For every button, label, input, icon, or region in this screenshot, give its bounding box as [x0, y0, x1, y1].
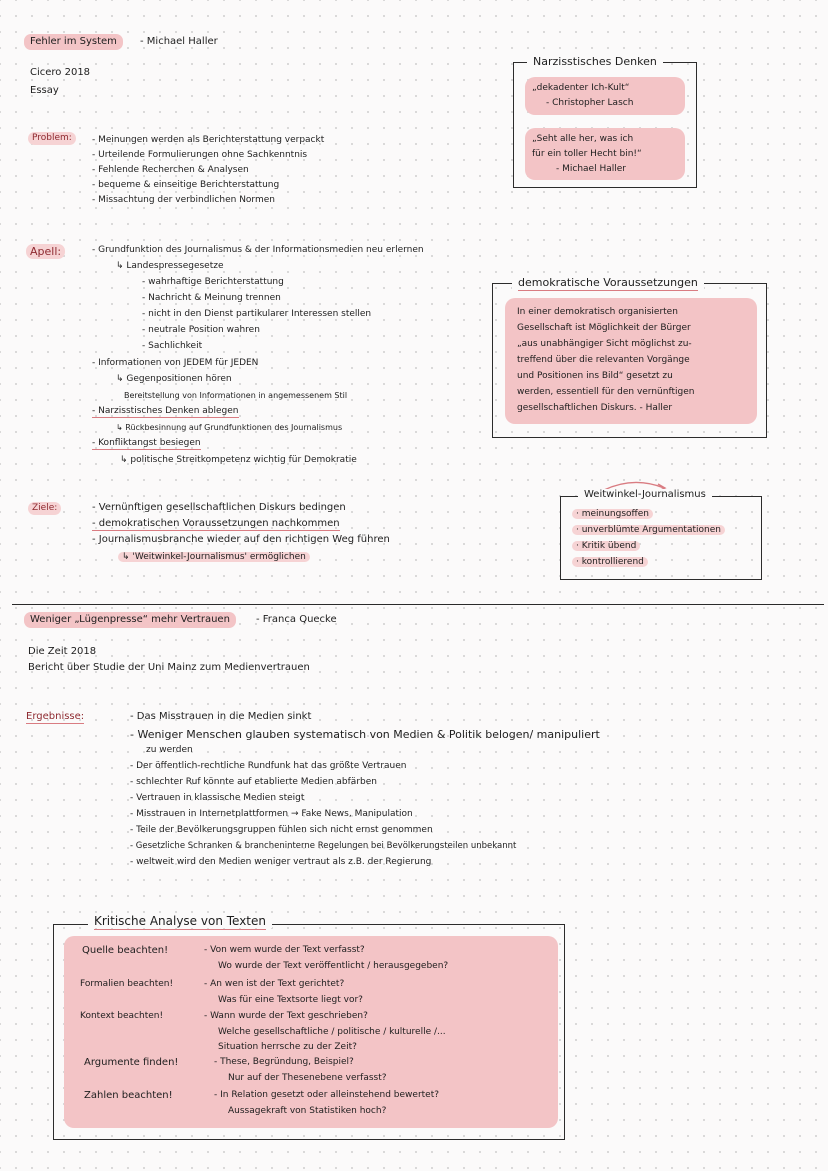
problem-item: - Fehlende Recherchen & Analysen: [92, 165, 249, 175]
analyse-label: Argumente finden!: [84, 1057, 179, 1068]
weitwinkel-item: [572, 540, 640, 553]
narzissmus-box-title: Narzisstisches Denken: [527, 55, 663, 68]
ergebnis-item: - Vertrauen in klassische Medien steigt: [130, 793, 305, 803]
demokratie-line: und Positionen ins Bild“ gesetzt zu: [517, 371, 673, 381]
quote2-author: - Michael Haller: [556, 164, 626, 174]
ergebnis-item: - Gesetzliche Schranken & brancheninterne Regelungen bei Bevölkerungsteilen unbekannt: [130, 841, 517, 851]
ergebnisse-label: [26, 710, 84, 724]
ergebnis-item: - Der öffentlich-rechtliche Rundfunk hat das größte Vertrauen: [130, 761, 407, 771]
weitwinkel-item-text: · meinungsoffen: [572, 509, 653, 519]
weitwinkel-item-text: · unverblümte Argumentationen: [572, 525, 725, 535]
apell-label: Apell:: [26, 244, 65, 259]
problem-item: - bequeme & einseitige Berichterstattung: [92, 180, 280, 190]
article1-type: Essay: [30, 85, 59, 96]
problem-label: Problem:: [28, 132, 76, 145]
apell-point: - wahrhaftige Berichterstattung: [142, 277, 284, 287]
analyse-line: - These, Begründung, Beispiel?: [214, 1057, 354, 1067]
apell-konf-text: - Konfliktangst besiegen: [92, 438, 201, 448]
ergebnis-item: - Misstrauen in Internetplattformen → Fake News, Manipulation: [130, 809, 413, 819]
ziele-item: [92, 517, 340, 531]
ziele-label: Ziele:: [28, 502, 61, 515]
apell-info-sub: Bereitstellung von Informationen in angemessenem Stil: [124, 391, 348, 400]
analyse-line: Aussagekraft von Statistiken hoch?: [228, 1106, 387, 1116]
weitwinkel-item-text: · kontrollierend: [572, 557, 648, 567]
quote1-author: - Christopher Lasch: [546, 98, 634, 108]
ergebnis-item: - Weniger Menschen glauben systematisch von Medien & Politik belogen/ manipuliert: [130, 728, 600, 741]
article2-source: Die Zeit 2018: [28, 646, 97, 657]
ergebnis-item: - weltweit wird den Medien weniger vertraut als z.B. der Regierung: [130, 857, 432, 867]
article1-title: Fehler im System: [24, 34, 123, 50]
weitwinkel-item-text: · Kritik übend: [572, 541, 640, 551]
ergebnisse-label-text: Ergebnisse:: [26, 711, 85, 722]
problem-item: - Meinungen werden als Berichterstattung verpackt: [92, 135, 325, 145]
apell-main: - Grundfunktion des Journalismus & der Informationsmedien neu erlernen: [92, 245, 424, 255]
ergebnis-item: - schlechter Ruf könnte auf etablierte Medien abfärben: [130, 777, 377, 787]
ziele-sub: [118, 551, 310, 564]
demokratie-line: gesellschaftlichen Diskurs. - Haller: [517, 403, 673, 413]
apell-konf: [92, 437, 201, 450]
analyse-box-title: [88, 914, 272, 928]
quote1: „dekadenter Ich-Kult“: [532, 83, 630, 93]
demokratie-line: Gesellschaft ist Möglichkeit der Bürger: [517, 323, 691, 333]
apell-info: - Informationen von JEDEM für JEDEN: [92, 358, 259, 368]
quote2-line: für ein toller Hecht bin!“: [532, 149, 642, 159]
analyse-label: Formalien beachten!: [80, 979, 174, 989]
demokratie-line: „aus unabhängiger Sicht möglichst zu-: [517, 339, 692, 349]
demokratie-box-title: [512, 276, 704, 289]
weitwinkel-item: [572, 556, 648, 569]
analyse-line: - An wen ist der Text gerichtet?: [204, 979, 345, 989]
analyse-label: Zahlen beachten!: [84, 1090, 173, 1101]
ziele-item: - Journalismusbranche wieder auf den richtigen Weg führen: [92, 534, 390, 545]
apell-narz: [92, 405, 239, 418]
apell-point: - Sachlichkeit: [142, 341, 203, 351]
analyse-line: Was für eine Textsorte liegt vor?: [218, 995, 363, 1005]
analyse-line: - Von wem wurde der Text verfasst?: [204, 945, 365, 955]
analyse-line: Nur auf der Thesenebene verfasst?: [228, 1073, 387, 1083]
apell-narz-text: - Narzisstisches Denken ablegen: [92, 406, 239, 416]
quote2-line: „Seht alle her, was ich: [532, 134, 634, 144]
demokratie-line: treffend über die relevanten Vorgänge: [517, 355, 690, 365]
article2-author: - Franca Quecke: [256, 614, 337, 625]
demokratie-line: In einer demokratisch organisierten: [517, 307, 678, 317]
apell-konf-sub: ↳ politische Streitkompetenz wichtig für Demokratie: [120, 455, 357, 465]
demokratie-box-title-text: demokratische Voraussetzungen: [518, 276, 698, 289]
apell-point: - Nachricht & Meinung trennen: [142, 293, 281, 303]
weitwinkel-box-title: Weitwinkel-Journalismus: [578, 489, 712, 500]
apell-point: - neutrale Position wahren: [142, 325, 260, 335]
analyse-line: - In Relation gesetzt oder alleinstehend bewertet?: [214, 1090, 440, 1100]
analyse-line: Situation herrsche zu der Zeit?: [218, 1042, 357, 1052]
ziele-sub-text: ↳ 'Weitwinkel-Journalismus' ermöglichen: [118, 552, 310, 562]
apell-narz-sub: ↳ Rückbesinnung auf Grundfunktionen des Journalismus: [116, 423, 343, 432]
problem-item: - Urteilende Formulierungen ohne Sachkenntnis: [92, 150, 308, 160]
article2-title: Weniger „Lügenpresse“ mehr Vertrauen: [24, 612, 236, 628]
article1-author: - Michael Haller: [140, 36, 218, 47]
ergebnis-item: - Teile der Bevölkerungsgruppen fühlen sich nicht ernst genommen: [130, 825, 433, 835]
demokratie-line: werden, essentiell für den vernünftigen: [517, 387, 695, 397]
analyse-box-title-text: Kritische Analyse von Texten: [94, 914, 267, 928]
analyse-line: Wo wurde der Text veröffentlicht / herausgegeben?: [218, 961, 449, 971]
analyse-label: Quelle beachten!: [82, 945, 169, 956]
ergebnis-item: zu werden: [146, 745, 193, 755]
ziele-item-text: - demokratischen Voraussetzungen nachkommen: [92, 518, 340, 529]
analyse-line: - Wann wurde der Text geschrieben?: [204, 1011, 368, 1021]
article2-type: Bericht über Studie der Uni Mainz zum Medienvertrauen: [28, 662, 310, 673]
section-divider: [12, 604, 824, 605]
analyse-label: Kontext beachten!: [80, 1011, 164, 1021]
weitwinkel-item: [572, 508, 653, 521]
apell-sub: ↳ Landespressegesetze: [116, 261, 224, 271]
article1-source: Cicero 2018: [30, 67, 91, 78]
weitwinkel-item: [572, 524, 725, 537]
apell-point: - nicht in den Dienst partikularer Interessen stellen: [142, 309, 372, 319]
analyse-line: Welche gesellschaftliche / politische / kulturelle /...: [218, 1027, 446, 1037]
problem-item: - Missachtung der verbindlichen Normen: [92, 195, 275, 205]
apell-info-sub: ↳ Gegenpositionen hören: [116, 374, 232, 384]
ergebnis-item: - Das Misstrauen in die Medien sinkt: [130, 711, 312, 722]
ziele-item: - Vernünftigen gesellschaftlichen Diskurs bedingen: [92, 502, 346, 513]
